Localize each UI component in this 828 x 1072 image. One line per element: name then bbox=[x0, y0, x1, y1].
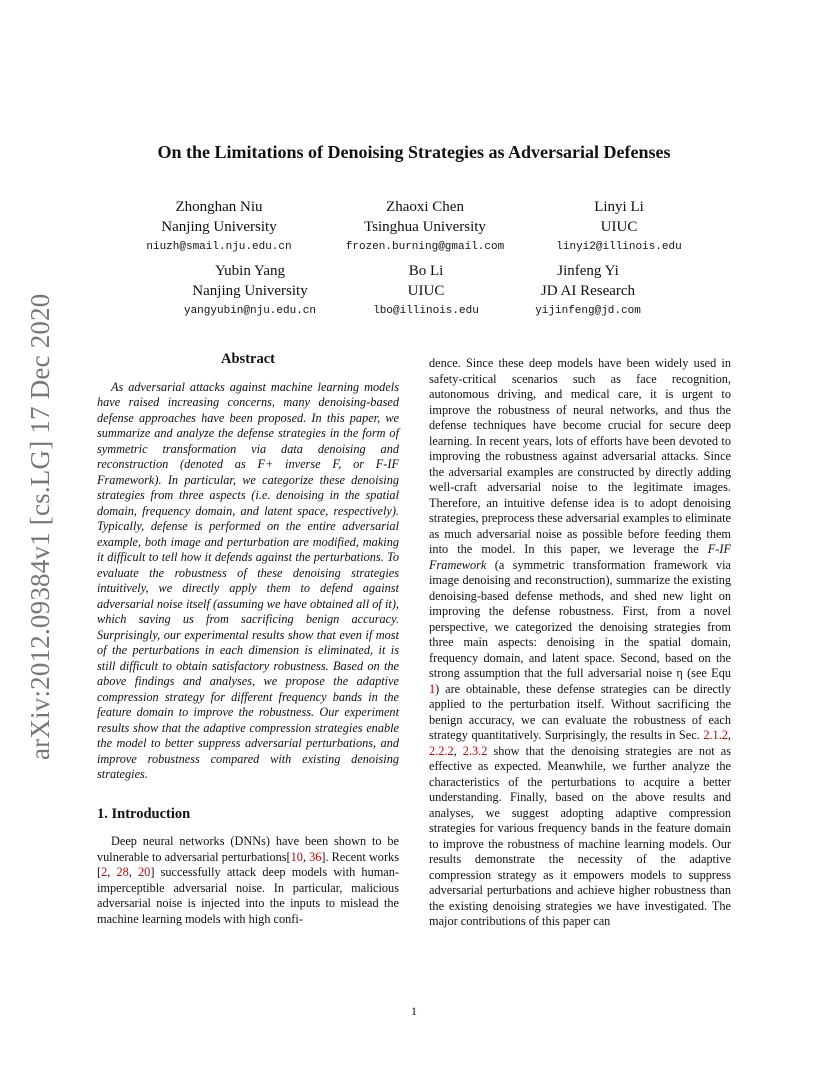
abstract-heading: Abstract bbox=[221, 351, 275, 367]
intro-text: , bbox=[107, 865, 117, 879]
citation-link[interactable]: 28 bbox=[116, 865, 129, 879]
citation-link[interactable]: 10 bbox=[290, 849, 303, 864]
intro-text: (a symmetric transformation framework via image denoising and reconstruction), summarize the existing denoising-based defense methods, and shed new light on improving the defense robustness. First, from a novel perspective, we categorized the denoising strategies from three main aspects: denoising in the spatial domain, frequency domain, and latent space. Second, based on the strong assumption that the full adversarial noise η (see Equ bbox=[429, 557, 731, 680]
framework-name: F-IF Framework bbox=[429, 542, 731, 572]
citation-link[interactable]: 2 bbox=[101, 865, 108, 879]
section-link[interactable]: 2.3.2 bbox=[462, 743, 488, 758]
author-affiliation: UIUC bbox=[407, 283, 445, 299]
author-affiliation: JD AI Research bbox=[540, 283, 636, 299]
equation-link[interactable]: 1 bbox=[429, 681, 436, 696]
author-affiliation: UIUC bbox=[600, 219, 638, 235]
author-name: Zhonghan Niu bbox=[175, 199, 263, 215]
intro-text: dence. Since these deep models have been widely used in safety-critical scenarios such as face recognition, autonomous driving, and medical care, it is urgent to improve the robustness of neural networks, and thus the defense techniques have become crucial for secure deep learning. In recent years, lots of efforts have been devoted to improving the robustness against adversarial attacks. Since the adversarial examples are constructed by directly adding well-craft adversarial noise to the legitimate images. Therefore, an intuitive defense idea is to adopt denoising strategies, preprocess these adversarial examples to eliminate as much adversarial noise as possible before feeding them into the model. In this paper, we leverage the bbox=[429, 356, 731, 556]
author-3 bbox=[499, 197, 739, 253]
introduction-paragraph-continued bbox=[429, 356, 731, 930]
intro-text: ] successfully attack deep models with human-imperceptible adversarial noise. In particular, malicious adversarial noise is injected into the inputs to mislead the machine learning models with high confi- bbox=[97, 865, 399, 926]
intro-text: show that the denoising strategies are not as effective as expected. Meanwhile, we further analyze the characteristics of the perturbations to acquire a better understanding. Finally, based on the above results and analyses, we suggest adopting adaptive compression strategies for various frequency bands in the feature domain to improve the robustness of machine learning models. Our results demonstrate the necessity of the adaptive compression strategy as it empowers models to suppress adversarial perturbations and achieve higher robustness than the existing denoising strategies we have investigated. The major contributions of this paper can bbox=[429, 743, 731, 928]
intro-text: , bbox=[128, 865, 139, 879]
introduction-paragraph-start bbox=[97, 834, 399, 927]
page-number: 1 bbox=[411, 1004, 417, 1018]
author-affiliation: Tsinghua University bbox=[364, 219, 486, 235]
paper-title: On the Limitations of Denoising Strategies as Adversarial Defenses bbox=[157, 142, 671, 162]
author-email: lbo@illinois.edu bbox=[373, 305, 479, 317]
author-name: Bo Li bbox=[408, 263, 444, 279]
intro-text: , bbox=[453, 743, 463, 758]
author-email: yangyubin@nju.edu.cn bbox=[183, 305, 317, 317]
author-name: Linyi Li bbox=[594, 199, 644, 215]
author-email: yijinfeng@jd.com bbox=[535, 305, 641, 317]
section-link[interactable]: 2.1.2 bbox=[703, 728, 728, 742]
author-affiliation: Nanjing University bbox=[192, 283, 308, 299]
intro-text: , bbox=[727, 728, 731, 742]
right-column bbox=[429, 356, 731, 930]
introduction-heading: 1. Introduction bbox=[97, 805, 191, 822]
section-link[interactable]: 2.2.2 bbox=[429, 743, 454, 758]
intro-text: ) are obtainable, these defense strategies can be directly applied to the perturbation itself. Without sacrificing the benign accuracy, we can evaluate the robustness of each strategy quantitatively. Surprisingly, the results in Sec. bbox=[429, 681, 731, 742]
intro-text: ]. Recent works [ bbox=[97, 849, 399, 879]
author-name: Zhaoxi Chen bbox=[386, 199, 464, 215]
intro-text: Deep neural networks (DNNs) have been shown to be vulnerable to adversarial perturbations[ bbox=[97, 834, 399, 864]
author-email: linyi2@illinois.edu bbox=[556, 241, 682, 253]
citation-link[interactable]: 36 bbox=[309, 849, 322, 864]
author-name: Yubin Yang bbox=[214, 263, 286, 279]
abstract-text: As adversarial attacks against machine learning models have raised increasing concerns, many denoising-based defense approaches have been proposed. In this paper, we summarize and analyze the defense strategies in the form of symmetric transformation via data denoising and reconstruction (denoted as F+ inverse F, or F-IF Framework). In particular, we categorize these denoising strategies from three aspects (i.e. denoising in the spatial domain, frequency domain, and latent space, respectively). Typically, defense is performed on the entire adversarial example, both image and perturbation are modified, making it difficult to tell how it defends against the perturbations. To evaluate the robustness of these denoising strategies intuitively, we directly apply them to defend against adversarial noise itself (assuming we have obtained all of it), which saving us from sacrificing benign accuracy. Surprisingly, our experimental results show that even if most of the perturbations in each dimension is eliminated, it is still difficult to obtain satisfactory robustness. Based on the above findings and analyses, we propose the adaptive compression strategy for different frequency bands in the feature domain to improve the robustness. Our experiment results show that the adaptive compression strategies enable the model to better suppress adversarial perturbations, and improve robustness compared with existing denoising strategies. bbox=[97, 379, 399, 781]
arxiv-identifier-stamp: arXiv:2012.09384v1 [cs.LG] 17 Dec 2020 bbox=[25, 293, 55, 760]
citation-link[interactable]: 20 bbox=[138, 865, 151, 879]
author-email: niuzh@smail.nju.edu.cn bbox=[146, 241, 292, 253]
author-1 bbox=[99, 197, 339, 253]
author-affiliation: Nanjing University bbox=[161, 219, 277, 235]
author-name: Jinfeng Yi bbox=[557, 263, 619, 279]
intro-text: , bbox=[302, 849, 310, 864]
author-6 bbox=[468, 261, 708, 317]
author-email: frozen.burning@gmail.com bbox=[345, 241, 505, 253]
left-column bbox=[97, 352, 399, 927]
